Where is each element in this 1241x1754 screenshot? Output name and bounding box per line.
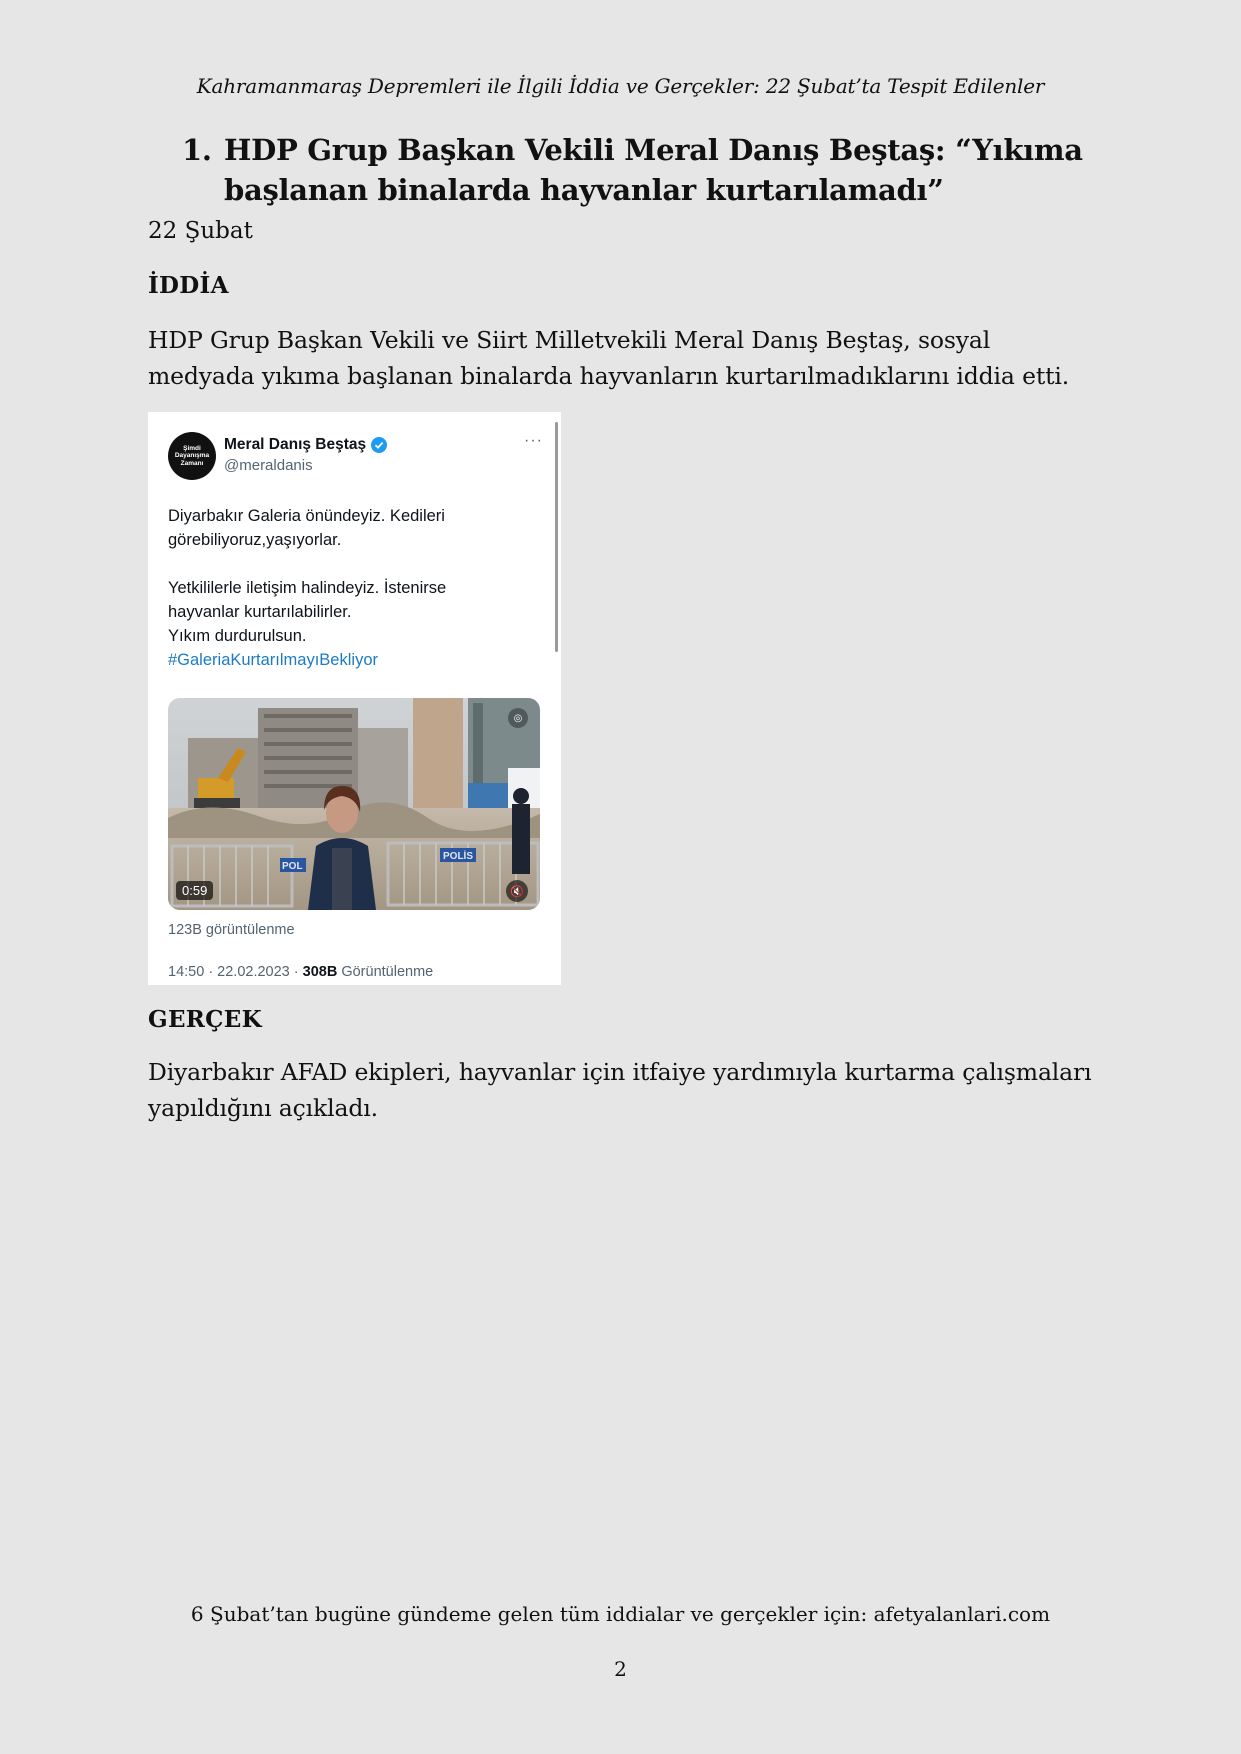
section-date: 22 Şubat [148, 218, 253, 244]
running-header: Kahramanmaraş Depremleri ile İlgili İddia ve Gerçekler: 22 Şubat’ta Tespit Edilenler [196, 74, 1045, 98]
video-scene [168, 698, 540, 910]
tweet-line: Yıkım durdurulsun. [168, 627, 307, 645]
video-duration: 0:59 [176, 881, 213, 900]
scrollbar [555, 422, 558, 652]
verified-badge-icon [371, 437, 387, 453]
video-views: 123B görüntülenme [168, 922, 295, 938]
tweet-line: Yetkililerle iletişim halindeyiz. İstenirse [168, 579, 447, 597]
mute-icon: 🔇 [506, 880, 528, 902]
section-number: 1. [182, 133, 212, 167]
footer-text: 6 Şubat’tan bugüne gündeme gelen tüm iddialar ve gerçekler için: afetyalanlari.com [190, 1602, 1051, 1626]
hashtag-link: #GaleriaKurtarılmayıBekliyor [168, 651, 378, 669]
tweet-line: Diyarbakır Galeria önündeyiz. Kedileri [168, 507, 445, 525]
tweet-line: hayvanlar kurtarılabilirler. [168, 603, 352, 621]
claim-paragraph: HDP Grup Başkan Vekili ve Siirt Milletvekili Meral Danış Beştaş, sosyal medyada yıkıma başlanan binalarda hayvanların kurtarılmadıklarını iddia etti. [148, 326, 1070, 390]
tweet-line: görebiliyoruz,yaşıyorlar. [168, 531, 342, 549]
section-title: HDP Grup Başkan Vekili Meral Danış Beştaş: “Yıkıma başlanan binalarda hayvanlar kurtarılamadı” [224, 133, 1083, 207]
page-number: 2 [614, 1657, 627, 1681]
tweet-meta [168, 964, 433, 980]
avatar: Şimdi Dayanışma Zamanı [168, 432, 216, 480]
tweet-views-count: 308B [302, 964, 338, 980]
tweet-timestamp: 14:50 · 22.02.2023 · [168, 964, 303, 980]
tweet-screenshot [148, 412, 561, 985]
handle: @meraldanis [224, 457, 313, 474]
media-control-icon: ◎ [508, 708, 528, 728]
fact-label: GERÇEK [148, 1006, 262, 1033]
claim-label: İDDİA [148, 272, 229, 299]
fact-paragraph: Diyarbakır AFAD ekipleri, hayvanlar için itfaiye yardımıyla kurtarma çalışmaları yapıldığını açıkladı. [148, 1058, 1092, 1122]
tweet-text [168, 504, 538, 672]
display-name [224, 436, 387, 454]
tweet-views-label: Görüntülenme [337, 964, 434, 980]
video-sign-text: POLİS [443, 851, 474, 862]
section-heading [182, 130, 1102, 210]
video-thumbnail [168, 698, 540, 910]
display-name-text: Meral Danış Beştaş [224, 436, 367, 453]
video-sign-text: POL [282, 861, 303, 872]
more-icon: ··· [524, 432, 543, 449]
